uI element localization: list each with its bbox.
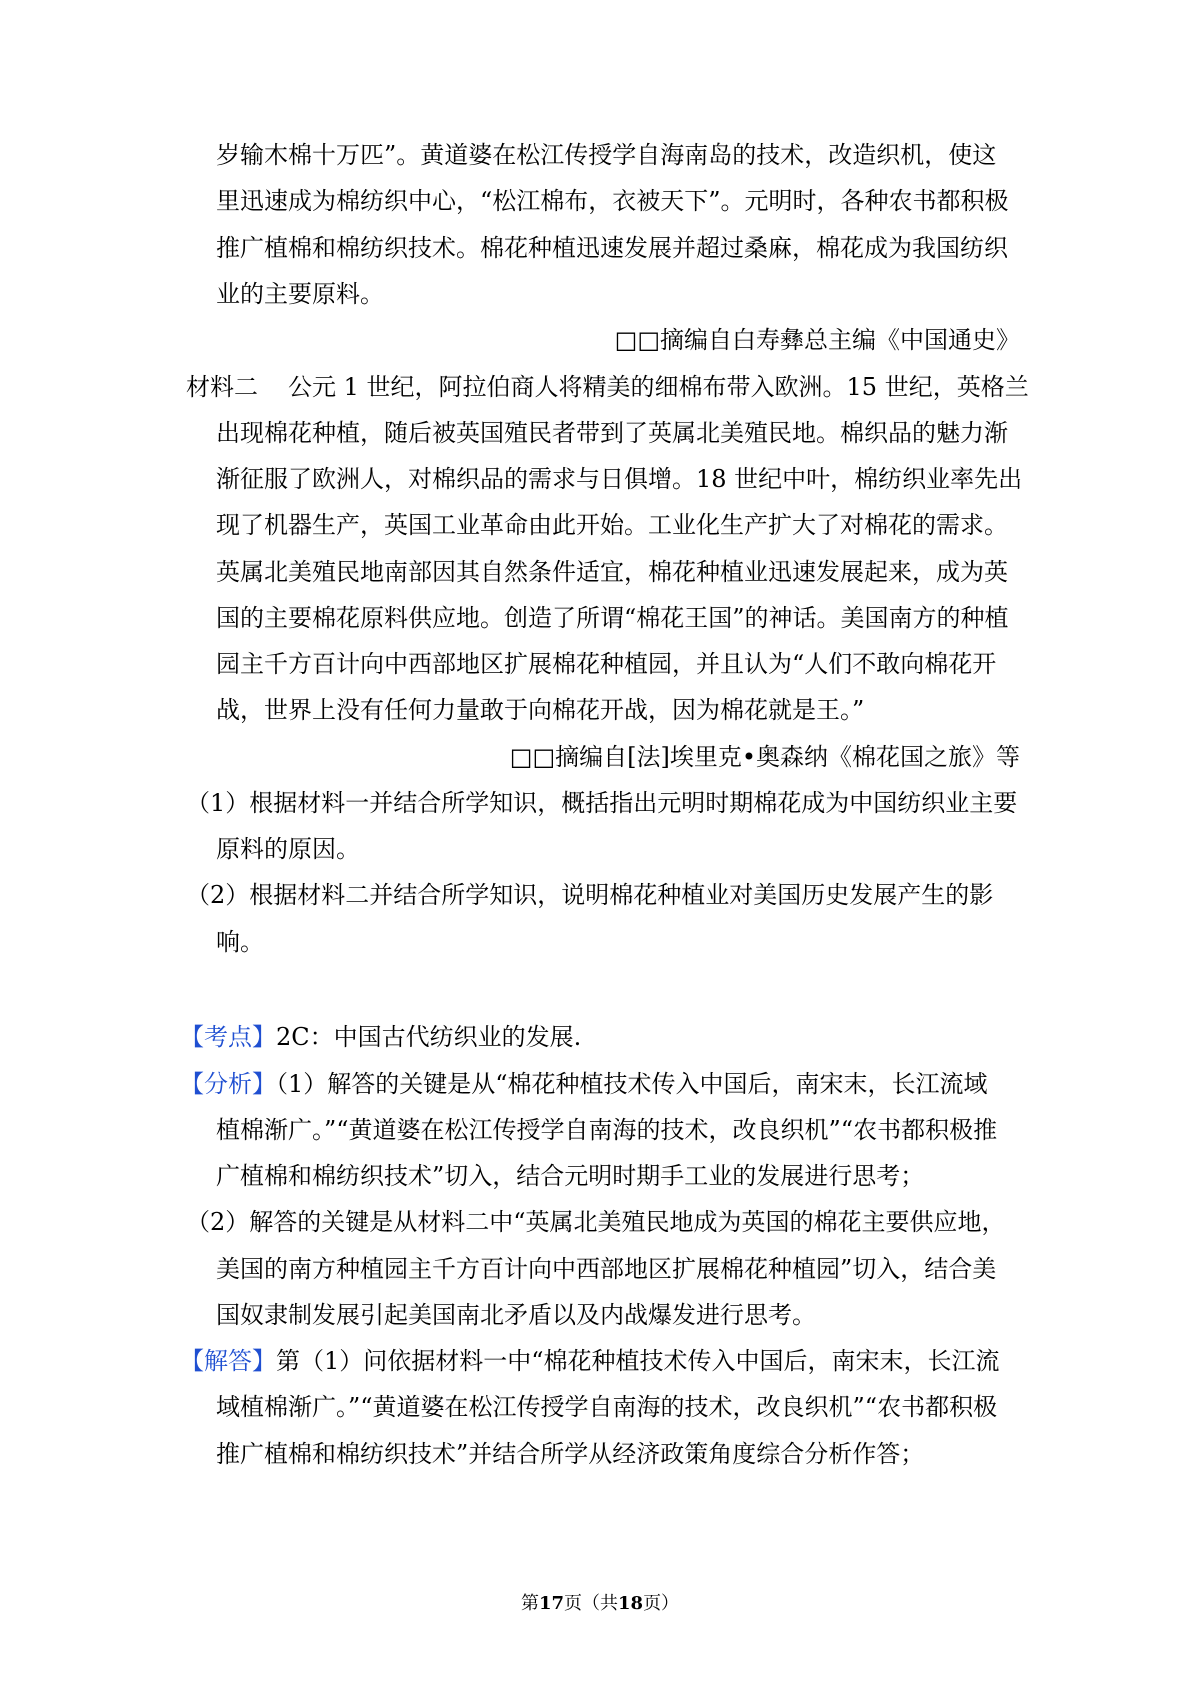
- question-1-line-1: （1）根据材料一并结合所学知识，概括指出元明时期棉花成为中国纺织业主要: [186, 789, 1018, 817]
- material2-source: □□摘编自[法]埃里克•奥森纳《棉花国之旅》等: [509, 743, 1020, 771]
- material2-line-6: 国的主要棉花原料供应地。创造了所谓“棉花王国”的神话。美国南方的种植: [216, 604, 1009, 632]
- material2-line-7: 园主千方百计向中西部地区扩展棉花种植园，并且认为“人们不敢向棉花开: [216, 650, 997, 678]
- fenxi-line-1: [180, 1067, 988, 1101]
- jieda-line-2: 域植棉渐广。”“黄道婆在松江传授学自南海的技术，改良织机”“农书都积极: [216, 1393, 998, 1421]
- material2-first-text: 公元 1 世纪，阿拉伯商人将精美的细棉布带入欧洲。15 世纪，英格兰: [288, 373, 1029, 401]
- question-1-line-2: 原料的原因。: [216, 835, 360, 863]
- jieda-line-3: 推广植棉和棉纺织技术”并结合所学从经济政策角度综合分析作答；: [216, 1440, 925, 1468]
- footer-suffix: 页）: [643, 1593, 680, 1614]
- footer-total-pages: 18: [618, 1593, 644, 1614]
- material2-line-5: 英属北美殖民地南部因其自然条件适宜，棉花种植业迅速发展起来，成为英: [216, 558, 1008, 586]
- material1-line-3: 推广植棉和棉纺织技术。棉花种植迅速发展并超过桑麻，棉花成为我国纺织: [216, 234, 1008, 262]
- footer-mid: 页（共: [564, 1593, 618, 1614]
- fenxi-part2-line-2: 美国的南方种植园主千方百计向中西部地区扩展棉花种植园”切入，结合美: [216, 1255, 997, 1283]
- material1-line-4: 业的主要原料。: [216, 280, 384, 308]
- question-2-line-1: （2）根据材料二并结合所学知识，说明棉花种植业对美国历史发展产生的影: [186, 881, 994, 909]
- jieda-line-1: [180, 1344, 1000, 1378]
- material2-label: 材料二: [186, 373, 258, 401]
- fenxi-part2-line-3: 国奴隶制发展引起美国南北矛盾以及内战爆发进行思考。: [216, 1301, 816, 1329]
- fenxi-line-3: 广植棉和棉纺织技术”切入，结合元明时期手工业的发展进行思考；: [216, 1162, 925, 1190]
- kaodian-line: [180, 1020, 581, 1054]
- jieda-first-text: 第（1）问依据材料一中“棉花种植技术传入中国后，南宋末，长江流: [276, 1347, 1000, 1375]
- material2-line-8: 战，世界上没有任何力量敢于向棉花开战，因为棉花就是王。”: [216, 696, 865, 724]
- material1-line-1: 岁输木棉十万匹”。黄道婆在松江传授学自海南岛的技术，改造织机，使这: [216, 141, 997, 169]
- material2-line-3: 渐征服了欧洲人，对棉织品的需求与日俱增。18 世纪中叶，棉纺织业率先出: [216, 465, 1023, 493]
- fenxi-first-text: （1）解答的关键是从“棉花种植技术传入中国后，南宋末，长江流域: [276, 1070, 988, 1098]
- footer-prefix: 第: [520, 1593, 539, 1614]
- material1-line-2: 里迅速成为棉纺织中心，“松江棉布，衣被天下”。元明时，各种农书都积极: [216, 187, 1009, 215]
- fenxi-part2-line-1: （2）解答的关键是从材料二中“英属北美殖民地成为英国的棉花主要供应地，: [186, 1208, 1006, 1236]
- material2-line-2: 出现棉花种植，随后被英国殖民者带到了英属北美殖民地。棉织品的魅力渐: [216, 419, 1008, 447]
- material2-first-line: [186, 370, 1029, 404]
- question-2-line-2: 响。: [216, 928, 264, 956]
- fenxi-tag: 【分析】: [180, 1070, 276, 1098]
- kaodian-tag: 【考点】: [180, 1023, 276, 1051]
- jieda-tag: 【解答】: [180, 1347, 276, 1375]
- page-footer: [0, 1592, 1200, 1616]
- fenxi-line-2: 植棉渐广。”“黄道婆在松江传授学自南海的技术，改良织机”“农书都积极推: [216, 1116, 998, 1144]
- material1-source: □□摘编自白寿彝总主编《中国通史》: [614, 326, 1020, 354]
- footer-page-number: 17: [538, 1593, 564, 1614]
- kaodian-text: 2C：中国古代纺织业的发展.: [276, 1023, 582, 1051]
- material2-line-4: 现了机器生产，英国工业革命由此开始。工业化生产扩大了对棉花的需求。: [216, 511, 1008, 539]
